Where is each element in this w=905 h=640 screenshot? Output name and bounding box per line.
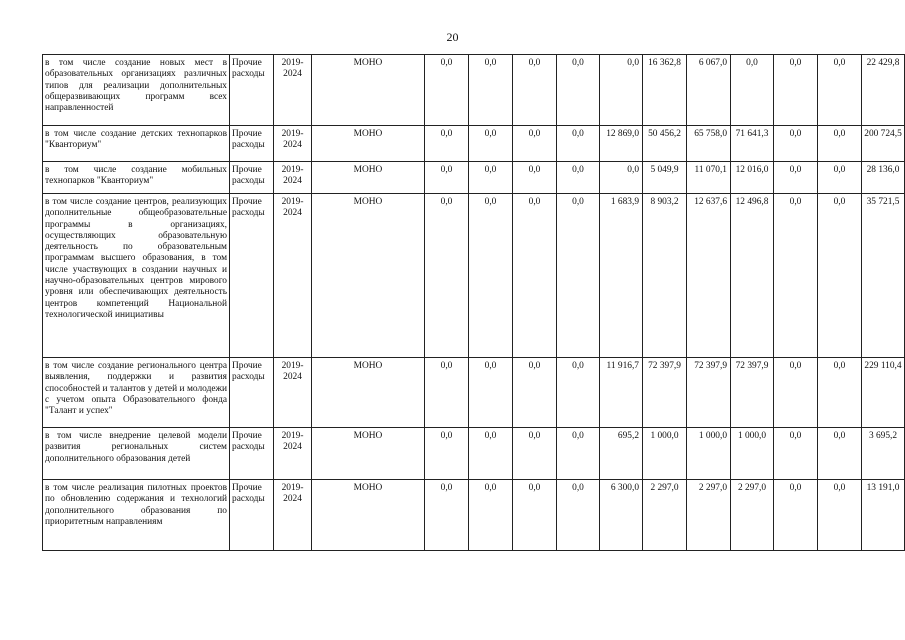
amount-cell: 0,0: [513, 162, 557, 194]
amount-cell: 0,0: [557, 55, 600, 126]
period-cell: 2019-2024: [274, 55, 312, 126]
amount-cell: 3 695,2: [862, 428, 905, 480]
expense-type-cell: Прочие расходы: [230, 194, 274, 358]
amount-cell: 65 758,0: [687, 126, 731, 162]
executor-cell: МОНО: [312, 194, 425, 358]
amount-cell: 1 000,0: [643, 428, 687, 480]
executor-cell: МОНО: [312, 428, 425, 480]
table-row: [43, 480, 905, 551]
amount-cell: 0,0: [557, 162, 600, 194]
amount-cell: 0,0: [469, 194, 513, 358]
amount-cell: 13 191,0: [862, 480, 905, 551]
amount-cell: 6 067,0: [687, 55, 731, 126]
amount-cell: 0,0: [469, 55, 513, 126]
amount-cell: 0,0: [513, 126, 557, 162]
amount-cell: 0,0: [469, 126, 513, 162]
amount-cell: 0,0: [425, 126, 469, 162]
amount-cell: 5 049,9: [643, 162, 687, 194]
amount-cell: 229 110,4: [862, 358, 905, 428]
period-cell: 2019-2024: [274, 358, 312, 428]
amount-cell: 0,0: [818, 55, 862, 126]
amount-cell: 0,0: [774, 358, 818, 428]
amount-cell: 0,0: [469, 428, 513, 480]
amount-cell: 0,0: [818, 428, 862, 480]
amount-cell: 12 869,0: [600, 126, 643, 162]
amount-cell: 0,0: [557, 126, 600, 162]
amount-cell: 72 397,9: [687, 358, 731, 428]
period-cell: 2019-2024: [274, 162, 312, 194]
amount-cell: 0,0: [774, 55, 818, 126]
amount-cell: 50 456,2: [643, 126, 687, 162]
amount-cell: 0,0: [600, 162, 643, 194]
amount-cell: 72 397,9: [643, 358, 687, 428]
amount-cell: 0,0: [513, 358, 557, 428]
amount-cell: 0,0: [425, 480, 469, 551]
amount-cell: 2 297,0: [731, 480, 774, 551]
amount-cell: 12 637,6: [687, 194, 731, 358]
amount-cell: 72 397,9: [731, 358, 774, 428]
table-row: [43, 194, 905, 358]
amount-cell: 6 300,0: [600, 480, 643, 551]
amount-cell: 0,0: [731, 55, 774, 126]
amount-cell: 12 016,0: [731, 162, 774, 194]
amount-cell: 0,0: [557, 480, 600, 551]
amount-cell: 0,0: [774, 428, 818, 480]
amount-cell: 0,0: [469, 162, 513, 194]
amount-cell: 0,0: [818, 162, 862, 194]
amount-cell: 0,0: [425, 194, 469, 358]
activity-description-cell: в том числе создание мобильных технопарков "Кванториум": [43, 162, 230, 194]
executor-cell: МОНО: [312, 162, 425, 194]
amount-cell: 0,0: [513, 480, 557, 551]
amount-cell: 0,0: [774, 162, 818, 194]
amount-cell: 695,2: [600, 428, 643, 480]
amount-cell: 0,0: [425, 162, 469, 194]
expense-type-cell: Прочие расходы: [230, 55, 274, 126]
amount-cell: 11 070,1: [687, 162, 731, 194]
amount-cell: 0,0: [513, 55, 557, 126]
amount-cell: 71 641,3: [731, 126, 774, 162]
amount-cell: 16 362,8: [643, 55, 687, 126]
amount-cell: 0,0: [513, 428, 557, 480]
table-row: [43, 428, 905, 480]
amount-cell: 0,0: [774, 480, 818, 551]
expense-type-cell: Прочие расходы: [230, 126, 274, 162]
activity-description-cell: в том числе создание детских технопарков "Кванториум": [43, 126, 230, 162]
executor-cell: МОНО: [312, 55, 425, 126]
budget-table: [42, 54, 905, 551]
amount-cell: 0,0: [425, 428, 469, 480]
amount-cell: 12 496,8: [731, 194, 774, 358]
amount-cell: 0,0: [818, 358, 862, 428]
amount-cell: 0,0: [557, 194, 600, 358]
period-cell: 2019-2024: [274, 126, 312, 162]
amount-cell: 11 916,7: [600, 358, 643, 428]
amount-cell: 0,0: [557, 428, 600, 480]
executor-cell: МОНО: [312, 358, 425, 428]
amount-cell: 0,0: [557, 358, 600, 428]
expense-type-cell: Прочие расходы: [230, 428, 274, 480]
table-row: [43, 162, 905, 194]
activity-description-cell: в том числе создание новых мест в образовательных организациях различных типов для реализации дополнительных общеразвивающих программ всех направленностей: [43, 55, 230, 126]
amount-cell: 0,0: [818, 126, 862, 162]
expense-type-cell: Прочие расходы: [230, 480, 274, 551]
amount-cell: 0,0: [600, 55, 643, 126]
period-cell: 2019-2024: [274, 194, 312, 358]
activity-description-cell: в том числе создание центров, реализующих дополнительные общеобразовательные программы в организациях, осуществляющих образовательную деятельность по образовательным программам высшего образования, в том числе участвующих в создании научных и научно-образовательных центров мирового уровня или обеспечивающих деятельность центров компетенций Национальной технологической инициативы: [43, 194, 230, 358]
table-row: [43, 358, 905, 428]
table-row: [43, 55, 905, 126]
amount-cell: 8 903,2: [643, 194, 687, 358]
amount-cell: 35 721,5: [862, 194, 905, 358]
amount-cell: 0,0: [818, 194, 862, 358]
table-row: [43, 126, 905, 162]
amount-cell: 0,0: [513, 194, 557, 358]
table-body: [43, 55, 905, 551]
expense-type-cell: Прочие расходы: [230, 162, 274, 194]
activity-description-cell: в том числе внедрение целевой модели развития региональных систем дополнительного образования детей: [43, 428, 230, 480]
amount-cell: 0,0: [818, 480, 862, 551]
amount-cell: 0,0: [425, 358, 469, 428]
amount-cell: 28 136,0: [862, 162, 905, 194]
page-number: 20: [446, 30, 459, 44]
amount-cell: 1 000,0: [731, 428, 774, 480]
amount-cell: 2 297,0: [687, 480, 731, 551]
amount-cell: 200 724,5: [862, 126, 905, 162]
amount-cell: 1 683,9: [600, 194, 643, 358]
period-cell: 2019-2024: [274, 480, 312, 551]
amount-cell: 0,0: [469, 480, 513, 551]
amount-cell: 22 429,8: [862, 55, 905, 126]
amount-cell: 2 297,0: [643, 480, 687, 551]
activity-description-cell: в том числе создание регионального центра выявления, поддержки и развития способностей и талантов у детей и молодежи с учетом опыта Образовательного фонда "Талант и успех": [43, 358, 230, 428]
activity-description-cell: в том числе реализация пилотных проектов по обновлению содержания и технологий дополнительного образования по приоритетным направлениям: [43, 480, 230, 551]
amount-cell: 0,0: [469, 358, 513, 428]
executor-cell: МОНО: [312, 126, 425, 162]
executor-cell: МОНО: [312, 480, 425, 551]
amount-cell: 0,0: [774, 194, 818, 358]
period-cell: 2019-2024: [274, 428, 312, 480]
amount-cell: 0,0: [774, 126, 818, 162]
amount-cell: 1 000,0: [687, 428, 731, 480]
expense-type-cell: Прочие расходы: [230, 358, 274, 428]
amount-cell: 0,0: [425, 55, 469, 126]
